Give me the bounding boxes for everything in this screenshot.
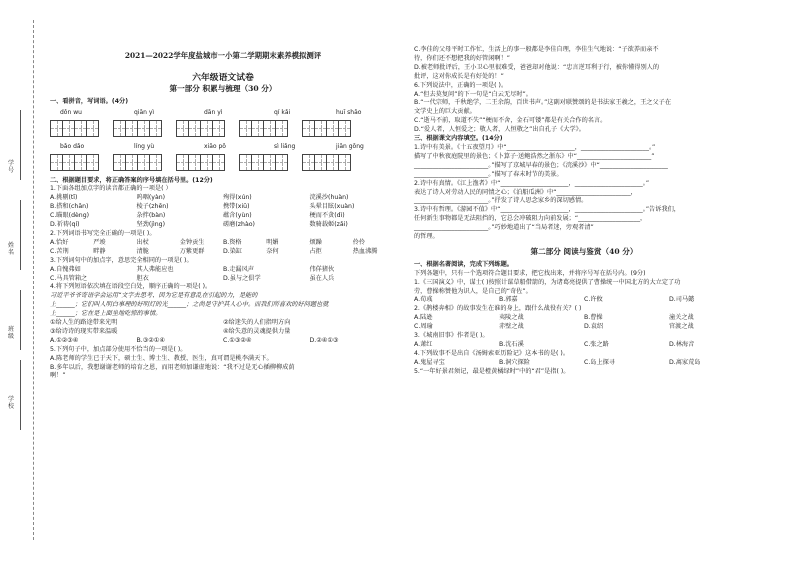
r4-options-row	[414, 359, 754, 368]
pinyin: dǒn wu	[60, 108, 82, 116]
q4-passage-line: 上______；它在是上面坐地吃惊的事情。	[50, 310, 162, 318]
fill-item-3[interactable]: 3.诗中有哲理。《游园不值》中“______________________，______________________。”告诉我们，	[414, 206, 680, 214]
writing-box[interactable]	[239, 120, 288, 137]
option: C.①③②④	[223, 336, 252, 344]
student-id-label: 学号	[7, 160, 14, 174]
q1-options-row	[50, 212, 396, 221]
reading-q4: 4.下列故事不是出自《汤姆索亚历险记》这本书的是( )。	[414, 349, 570, 357]
writing-box[interactable]	[176, 120, 225, 137]
question-4: 4.将下列短语依次填在语段空白处，顺序正确的一项是( )。	[50, 283, 212, 291]
section-reading-heading: 一、根据名著阅读，完成下列练题。	[414, 260, 513, 268]
option: B.③②①④	[136, 336, 165, 344]
option: A.①②③④	[50, 336, 79, 344]
option: 夷陵之战	[499, 314, 524, 322]
option: 坚劲(jìng)	[136, 221, 165, 229]
question-2: 2.下列词语书写完全正确的一项是( )。	[50, 229, 156, 237]
pinyin: líng yù	[134, 142, 155, 150]
q6-option-b: B.“一代宗师，千秋绝学，二王余韵，百世书声。”这副对联赞颂的是书法家王羲之，王之父子在	[414, 99, 672, 107]
writing-box[interactable]	[113, 120, 162, 137]
pinyin: xiāo pō	[204, 142, 226, 150]
writing-grid-row-2	[50, 154, 396, 171]
option: D.②④①③	[309, 336, 339, 344]
q2-options-row	[50, 248, 396, 257]
option: 伶伶	[352, 238, 366, 246]
pinyin-row-1	[50, 109, 396, 118]
option: C.苦荆	[50, 247, 69, 255]
option: C.许攸	[584, 296, 603, 304]
option: 其人弗能应也	[136, 265, 174, 273]
binding-margin	[0, 0, 42, 561]
section-reading-note: 下列各题中，只有一个选项符合题目要求，把它找出来，并将序号写在括号内。(9分)	[414, 269, 646, 277]
pinyin: sì liǎng	[274, 142, 296, 150]
option: A.陆逊	[414, 314, 433, 322]
writing-box[interactable]	[50, 154, 99, 171]
right-column	[414, 46, 754, 377]
q2-options-row	[50, 239, 396, 248]
pinyin: qiān yì	[134, 108, 155, 116]
exam-title: 2021—2022学年度盐城市一小第二学期期末素养模拟测评	[124, 51, 322, 60]
school-label: 学校	[7, 396, 14, 410]
q5-option-d: D.被老师批评后，王小卫心里很难受，爸爸却对他说：“忠言逆耳利于行，被你懂得别人的	[414, 63, 660, 71]
option: 数骑载姬(zǎi)	[309, 221, 348, 229]
pinyin: jiān gōng	[336, 142, 364, 150]
option: A.自愧弗如	[50, 265, 81, 273]
pinyin-row-2	[50, 143, 396, 152]
fill-item-1-line[interactable]: ________________________。”描写了春末时节的美景。	[414, 170, 563, 178]
left-column	[50, 64, 396, 381]
q4-options-row	[50, 337, 396, 346]
option: 磋磨(zhào)	[223, 221, 255, 229]
option: 官渡之战	[669, 323, 694, 331]
fill-item-1-line[interactable]: ________________________。”描写了京城早春的景色；《浣溪沙》中“______________________	[414, 161, 668, 169]
q3-options-row	[50, 266, 396, 275]
option: 出杖	[136, 238, 149, 246]
q6-option-c: C.“逝马不前，取道不失”“梗而不舍，金石可镂”都是有关合作的名言。	[414, 117, 607, 125]
writing-box[interactable]	[302, 154, 351, 171]
question-5: 5.下列句子中，加点部分使用不恰当的一项是( )。	[50, 345, 187, 353]
subject-title: 六年级语文试卷	[192, 73, 254, 83]
option: C.周瑜	[414, 323, 433, 331]
cut-line	[33, 20, 34, 540]
fill-item-1[interactable]: 1.诗中有美景。《十五夜望月》中“______________________，______________________。”	[414, 143, 656, 151]
pinyin: dān yì	[204, 108, 223, 116]
option: 头晕目眩(xuàn)	[309, 203, 355, 211]
part1-title: 第一部分 积累与梳理（30 分）	[169, 83, 277, 93]
pinyin: qí kǎi	[274, 108, 291, 116]
option: B.郭嘉	[499, 296, 518, 304]
r2-options-row	[414, 323, 754, 332]
option: B.洞穴探险	[499, 358, 530, 366]
r2-options-row	[414, 314, 754, 323]
option: D.离家荒岛	[669, 358, 701, 366]
class-label: 班级	[7, 326, 14, 340]
option: 畔静	[93, 247, 106, 255]
q1-options-row	[50, 221, 396, 230]
option: 伟佯猪伙	[309, 265, 335, 273]
option: 热血沸腾	[352, 247, 378, 255]
option: D.司马懿	[669, 296, 695, 304]
option: A.萧红	[414, 341, 433, 348]
fill-item-1-line[interactable]: 描写了中秋夜庭院里的景色；《卜算子·送鲍浩然之浙东》中“________________________”	[414, 152, 655, 160]
option: 明媚	[266, 238, 279, 246]
option: B.走漏风声	[223, 265, 254, 273]
choice: ④给失意的灵魂提供力量	[223, 327, 291, 335]
writing-box[interactable]	[50, 120, 99, 137]
choice: ①给人生的路途带来光明	[50, 319, 118, 327]
choice: ②给迷失的人们指明方向	[223, 319, 291, 327]
school-blank[interactable]	[20, 360, 22, 430]
writing-grid-row-1	[50, 120, 396, 137]
option: D.林海音	[669, 341, 695, 348]
reading-q5: 5.“一年好景君须记，最是橙黄橘绿时”中的“君”是指( )。	[414, 367, 570, 375]
fill-item-3-line: 的哲理。	[414, 233, 439, 241]
option: 严竣	[93, 238, 106, 246]
q6-option-b-cont: 文学史上的巨大贡献。	[414, 108, 476, 116]
option: 蕴含(yùn)	[223, 212, 252, 220]
section-fill-heading: 三、根据课文内容填空。(14分)	[414, 135, 503, 143]
writing-box[interactable]	[302, 120, 351, 137]
choice: ③给诗诗的现实带来温暖	[50, 327, 118, 335]
option: 梗而不贪(dì)	[309, 212, 345, 220]
section-choice-heading: 二、根据题目要求，将正确答案的序号填在括号里。(12分)	[50, 176, 213, 184]
option: 浣溪沙(huàn)	[309, 194, 349, 202]
fill-item-2-line[interactable]: ________________________。”抒发了诗人思念家乡的深切感情。	[414, 197, 588, 205]
option: 烦躁	[309, 238, 322, 246]
q5-option-b: B.多年以后，我想谢谢老师的培育之恩，而用老师加谦虚地说：“我不过是无心插柳柳成荫	[50, 363, 295, 371]
option: 胆衣	[136, 274, 149, 282]
option: 棱子(zhēn)	[136, 203, 169, 211]
option: C.瞄眼(dèng)	[50, 212, 90, 220]
option: C.岛上探寻	[584, 358, 616, 366]
fill-item-3-line[interactable]: 任何新生事物都是无法阻挡的，它总会冲破阻力向前发展；“____________________，	[414, 215, 647, 223]
q6-option-d: D.“爱人者，人恒爱之；敬人者，人恒敬之”出自孔子《大学》。	[414, 126, 585, 134]
option: 呜咽(yàn)	[136, 194, 166, 202]
option: 占拒	[309, 247, 322, 255]
q4-passage: 习近平爷爷寄语学会运用“文字去思考、因为它是有意乱在引起的力，是能的	[50, 292, 258, 300]
part2-title: 第二部分 阅读与鉴赏（40 分）	[530, 246, 638, 256]
q5-option-b-cont: 啊！”	[50, 372, 66, 380]
q5-option-c: C.李佳的父母平时工作忙，生活上的事一般都是李佳自理，李佳生气地说：“子欲养而亲不	[414, 46, 659, 53]
option: A.荀彧	[414, 296, 433, 304]
option: A.挑剔(tī)	[50, 194, 78, 202]
pinyin: bǎo dǎo	[60, 142, 85, 150]
option: 万紫更群	[179, 247, 205, 255]
reading-q1: 1.《三国演义》中，谋士( )按照计谋草船借箭的，为诸葛亮提供了曹操统一中国北方的大立定了功	[414, 278, 681, 286]
question-6: 6.下列说法中，正确的一项是( )。	[414, 81, 508, 89]
q4-choices-row	[50, 328, 396, 337]
fill-item-2[interactable]: 2.诗中有真情。《江上渔者》中“______________________，______________________。”	[414, 179, 650, 187]
section-pinyin-heading: 一、看拼音，写词语。(4分)	[50, 97, 129, 105]
pinyin: huī shāo	[336, 108, 362, 116]
q4-passage-line: 上______；它们叫人明白事理的好明灯的光______；之尚是守护其人心中。而我们所喜欢的好问题也就	[50, 301, 329, 309]
q4-choices-row	[50, 319, 396, 328]
reading-q3: 3.《城南旧事》作者是( )。	[414, 332, 489, 340]
option: A.鬼屋寻宝	[414, 358, 445, 366]
q5-option-c-cont: 待，你们还不想把我的好管闲啊！”	[414, 54, 511, 62]
writing-box[interactable]	[113, 154, 162, 171]
writing-box[interactable]	[239, 154, 288, 171]
option: 虽在人兵	[309, 274, 335, 282]
option: D.祈祷(qí)	[50, 221, 80, 229]
fill-item-3-line[interactable]: ________________________。”巧妙地道出了“当局者迷，旁观者清”	[414, 224, 594, 232]
option: 奈何	[266, 247, 279, 255]
option: C.张之路	[584, 341, 609, 348]
option: B.沈石溪	[499, 341, 524, 348]
reading-q1-cont: 劳，曹操称赞他为识人，是自己的“奇佐”。	[414, 287, 532, 295]
name-blank[interactable]	[20, 200, 22, 270]
option: B.曹操	[584, 314, 603, 322]
name-label: 姓名	[7, 242, 14, 256]
option: A.恰好	[50, 238, 69, 246]
option: 携带(xiū)	[223, 203, 250, 211]
option: B.搭和(chān)	[50, 203, 89, 211]
option: D.虽与之俱学	[223, 274, 261, 282]
q5-option-d-cont: 批评，这对你成长是有好处的！”	[414, 72, 504, 80]
option: 杂拌(bàn)	[136, 212, 166, 220]
class-blank[interactable]	[20, 290, 22, 350]
q6-option-a: A.“但去莫复问”的下一句是“白云无尽时”。	[414, 90, 532, 98]
option: B.资格	[223, 238, 242, 246]
option: 金钟贡生	[179, 238, 205, 246]
option: 清脆	[136, 247, 149, 255]
q1-options-row	[50, 203, 396, 212]
option: 殉得(xún)	[223, 194, 252, 202]
option: D.袁绍	[584, 323, 604, 331]
student-id-blank[interactable]	[20, 110, 22, 180]
option: 潼关之战	[669, 314, 694, 322]
q1-options-row	[50, 194, 396, 203]
option: D.染缸	[223, 247, 243, 255]
option: C.马具管箱之	[50, 274, 88, 282]
question-3: 3.下列词句中的加点字，意思完全相同的一项是( )。	[50, 256, 193, 264]
q5-option-a: A.陈老师的学生已于天下，硕士生、博士生、教授、医生，真可谓是桃李满天下。	[50, 354, 273, 362]
option: 赤壁之战	[499, 323, 524, 331]
question-1: 1.下面各组加点字的读音都正确的一项是( ）	[50, 185, 172, 193]
fill-item-2-line[interactable]: 表达了诗人对劳动人民的同情之心；《泊船瓜洲》中“________________________，	[414, 188, 637, 196]
writing-box[interactable]	[176, 154, 225, 171]
reading-q2: 2.《鹊楼奔相》的故事发生在谁的身上，跟什么战役有关？( )	[414, 305, 582, 313]
r3-options-row	[414, 341, 754, 350]
